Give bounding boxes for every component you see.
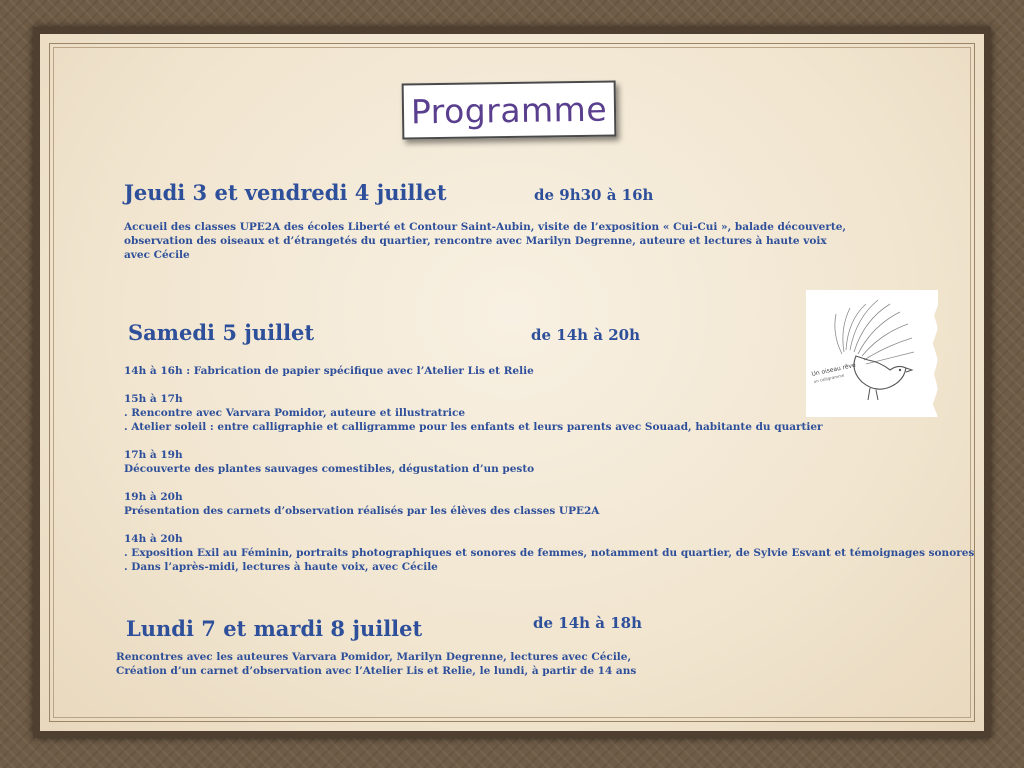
line-gap [124,476,974,490]
page-title: Programme [410,89,608,131]
section-3-time: de 14h à 18h [533,614,642,632]
section-1-text [124,220,846,262]
bird-calligram-image [806,290,938,417]
section-2-line: 19h à 20h [124,491,183,503]
line-gap [124,518,974,532]
section-1-line: Accueil des classes UPE2A des écoles Liberté et Contour Saint-Aubin, visite de l’exposition « Cui-Cui », balade découverte, [124,221,847,233]
line-gap [124,434,974,448]
bird-card-caption: Un oiseau rêve [810,361,857,378]
section-2-line: 14h à 20h [124,533,183,545]
bird-card-subcaption: un calligramme [813,372,845,384]
section-2-line: . Rencontre avec Varvara Pomidor, auteure et illustratrice [124,407,466,419]
section-2-line: Découverte des plantes sauvages comestibles, dégustation d’un pesto [124,463,535,475]
section-1-time: de 9h30 à 16h [534,186,654,204]
section-3-text [116,650,636,678]
section-2-line: . Exposition Exil au Féminin, portraits photographiques et sonores de femmes, notamment du quartier, de Sylvie Esvant et témoignages sonores [124,547,975,559]
section-3-line: Création d’un carnet d’observation avec l’Atelier Lis et Relie, le lundi, à partir de 14 ans [116,665,637,677]
title-label [402,81,617,140]
section-1-line: observation des oiseaux et d’étrangetés du quartier, rencontre avec Marilyn Degrenne, auteure et lectures à haute voix [124,235,827,247]
section-3-day: Lundi 7 et mardi 8 juillet [126,616,423,641]
bird-icon [806,290,938,417]
section-1-line: avec Cécile [124,249,190,261]
section-2-line: 17h à 19h [124,449,183,461]
section-2-time: de 14h à 20h [531,326,640,344]
section-2-day: Samedi 5 juillet [128,320,315,345]
section-1-day: Jeudi 3 et vendredi 4 juillet [124,180,447,205]
section-3-line: Rencontres avec les auteures Varvara Pomidor, Marilyn Degrenne, lectures avec Cécile, [116,651,632,663]
section-2-line: 14h à 16h : Fabrication de papier spécifique avec l’Atelier Lis et Relie [124,365,534,377]
section-2-line: 15h à 17h [124,393,183,405]
section-2-line: Présentation des carnets d’observation réalisés par les élèves des classes UPE2A [124,505,600,517]
section-2-line: . Atelier soleil : entre calligraphie et calligramme pour les enfants et leurs parents avec Souaad, habitante du quartier [124,421,823,433]
section-2-line: . Dans l’après-midi, lectures à haute voix, avec Cécile [124,561,438,573]
